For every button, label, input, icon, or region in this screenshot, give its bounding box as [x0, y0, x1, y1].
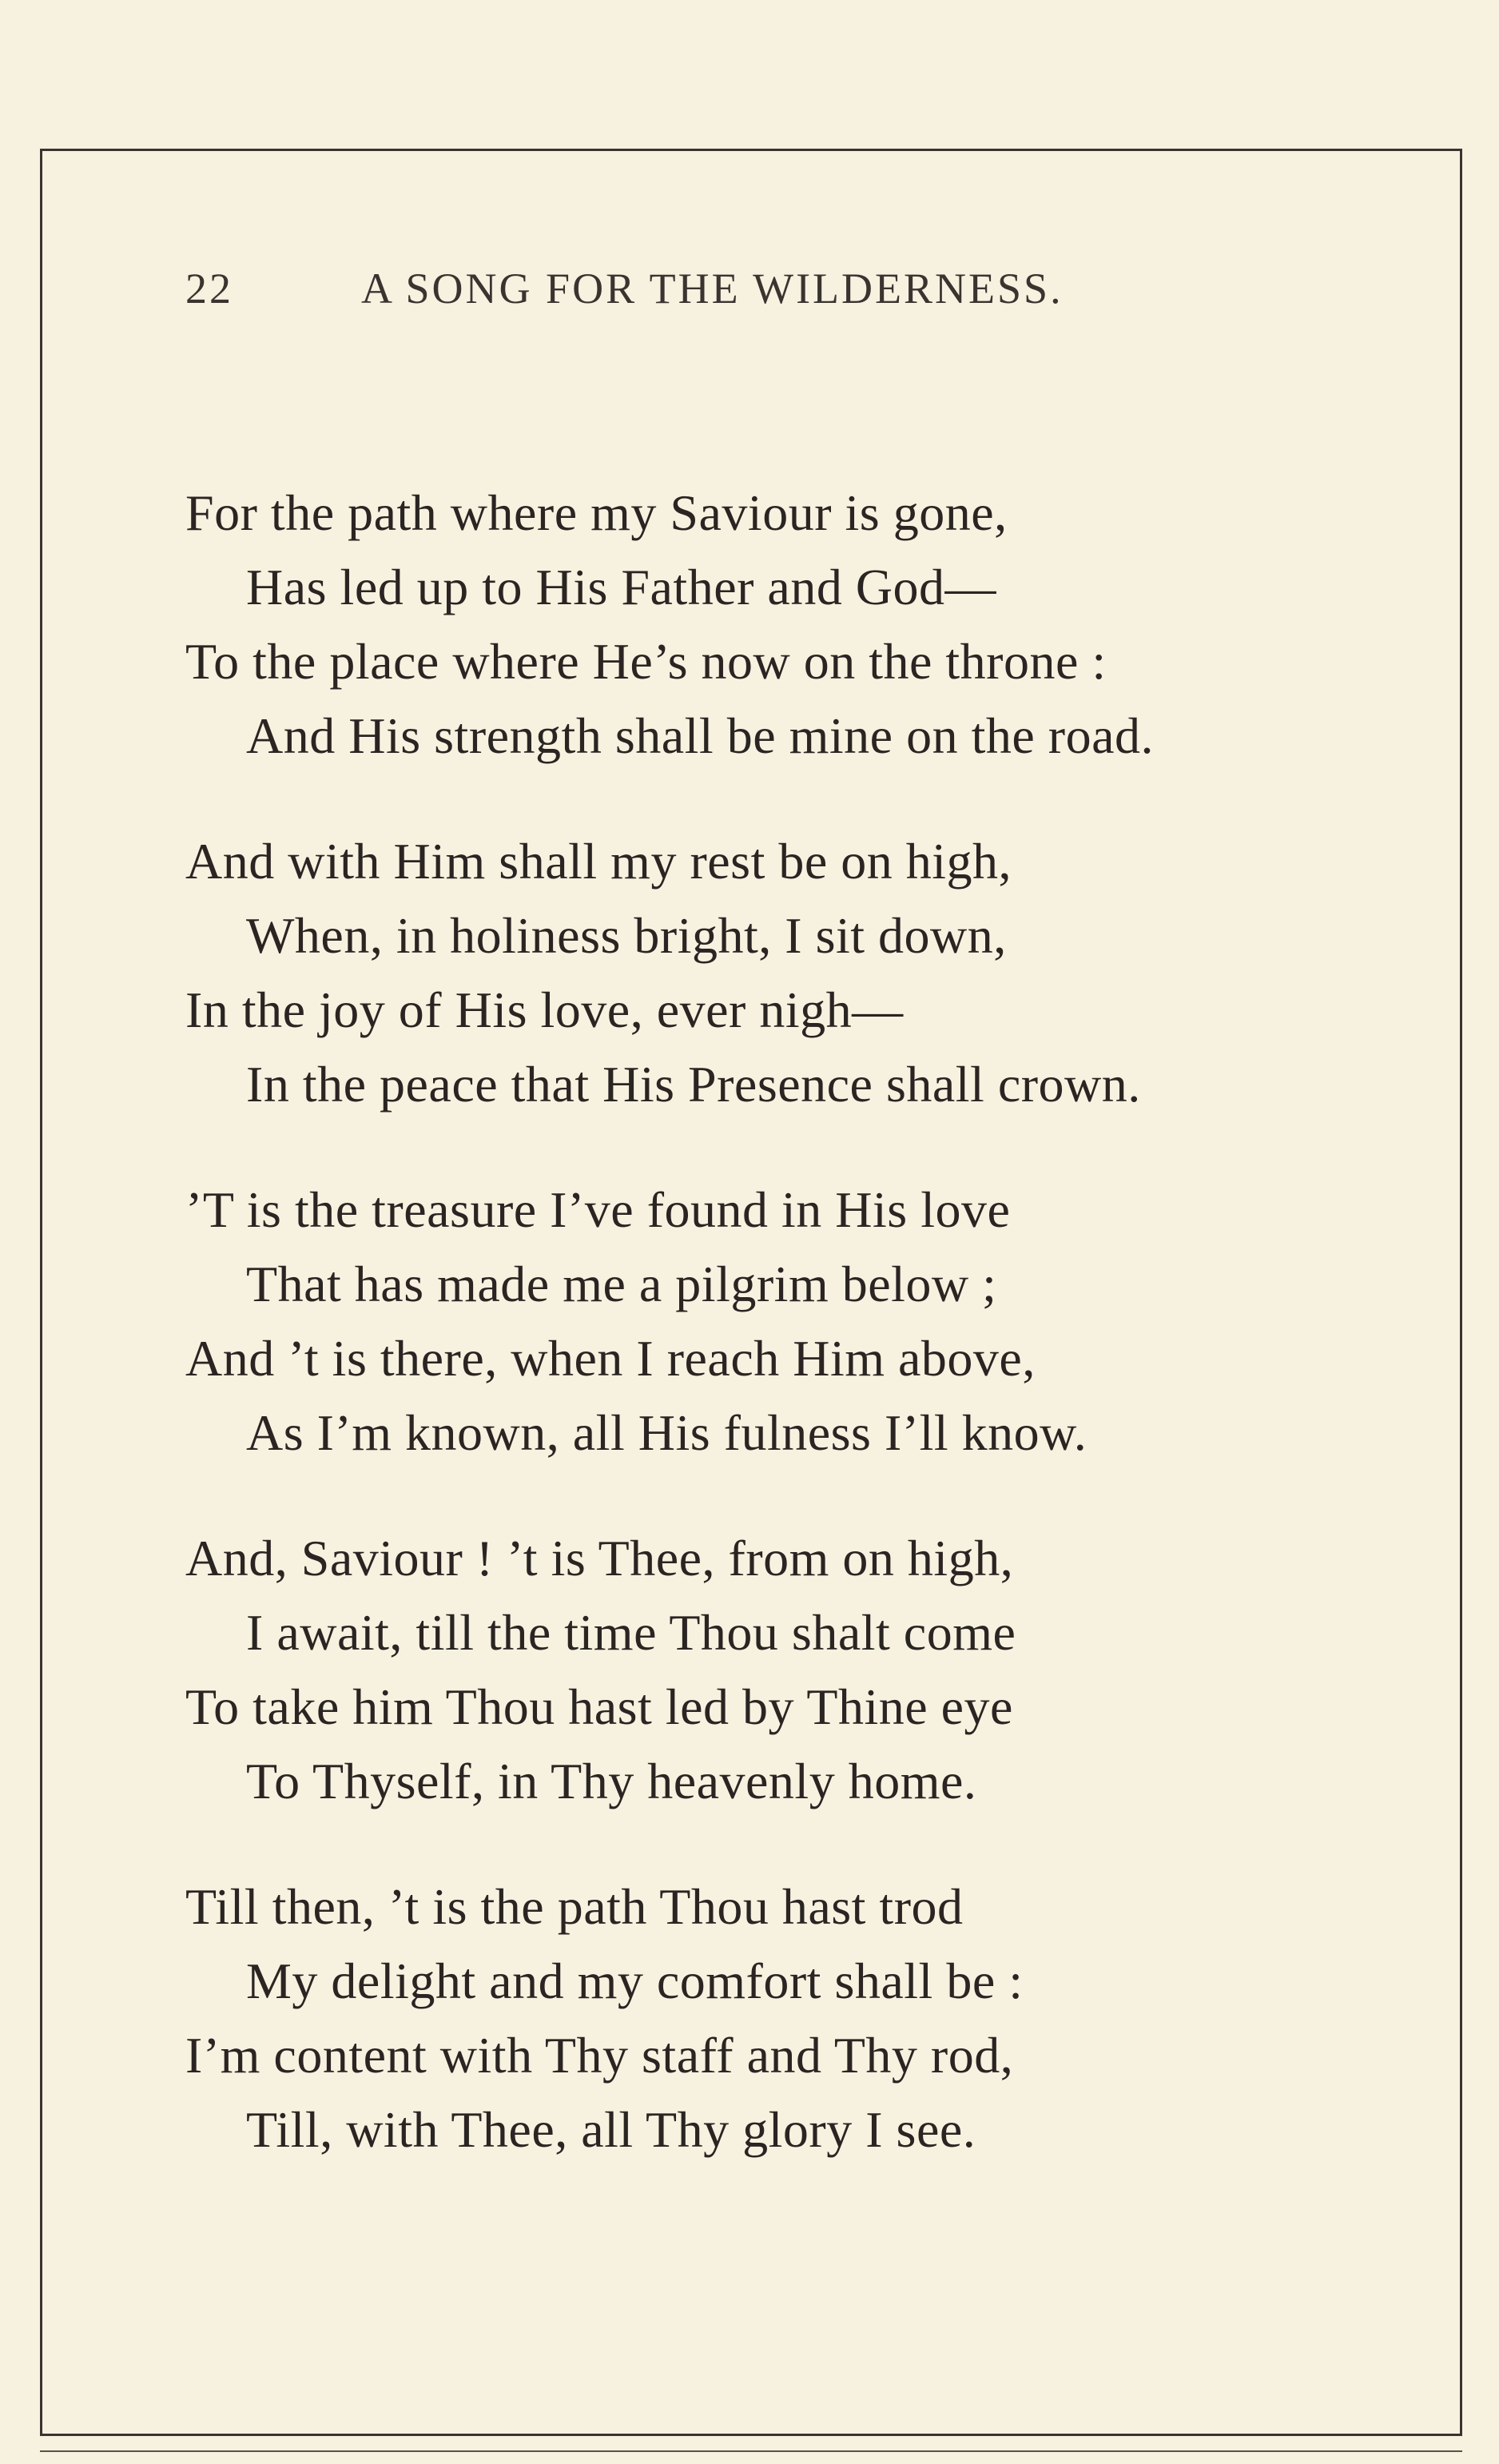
running-head [185, 264, 1064, 313]
stanza [185, 1172, 1424, 1470]
poem-line: In the peace that His Presence shall crown. [246, 1056, 1141, 1113]
poem-line: And ’t is there, when I reach Him above, [185, 1330, 1036, 1387]
poem-line: And with Him shall my rest be on high, [185, 833, 1012, 890]
poem-line: For the path where my Saviour is gone, [185, 484, 1008, 541]
bottom-rule [40, 2450, 1462, 2452]
poem-line: I await, till the time Thou shalt come [246, 1604, 1016, 1661]
running-title: A SONG FOR THE WILDERNESS. [361, 265, 1064, 312]
page-number: 22 [185, 265, 233, 312]
poem-line: My delight and my comfort shall be : [246, 1952, 1024, 2009]
poem-line: When, in holiness bright, I sit down, [246, 907, 1007, 964]
stanza [185, 1521, 1424, 1818]
stanza [185, 824, 1424, 1121]
poem-line: Till then, ’t is the path Thou hast trod [185, 1878, 964, 1935]
poem-line: To take him Thou hast led by Thine eye [185, 1678, 1013, 1735]
poem-line: In the joy of His love, ever nigh— [185, 981, 904, 1038]
poem-line: Till, with Thee, all Thy glory I see. [246, 2101, 976, 2158]
poem-line: And His strength shall be mine on the road. [246, 707, 1154, 764]
poem-line: I’m content with Thy staff and Thy rod, [185, 2027, 1014, 2084]
stanza [185, 476, 1424, 773]
poem-line: That has made me a pilgrim below ; [246, 1256, 997, 1312]
stanza [185, 1869, 1424, 2167]
poem [185, 476, 1424, 2218]
poem-line: And, Saviour ! ’t is Thee, from on high, [185, 1530, 1014, 1586]
poem-line: ’T is the treasure I’ve found in His love [185, 1181, 1011, 1238]
poem-line: To the place where He’s now on the throne : [185, 633, 1107, 690]
poem-line: Has led up to His Father and God— [246, 559, 997, 615]
poem-line: As I’m known, all His fulness I’ll know. [246, 1404, 1087, 1461]
poem-line: To Thyself, in Thy heavenly home. [246, 1753, 977, 1809]
